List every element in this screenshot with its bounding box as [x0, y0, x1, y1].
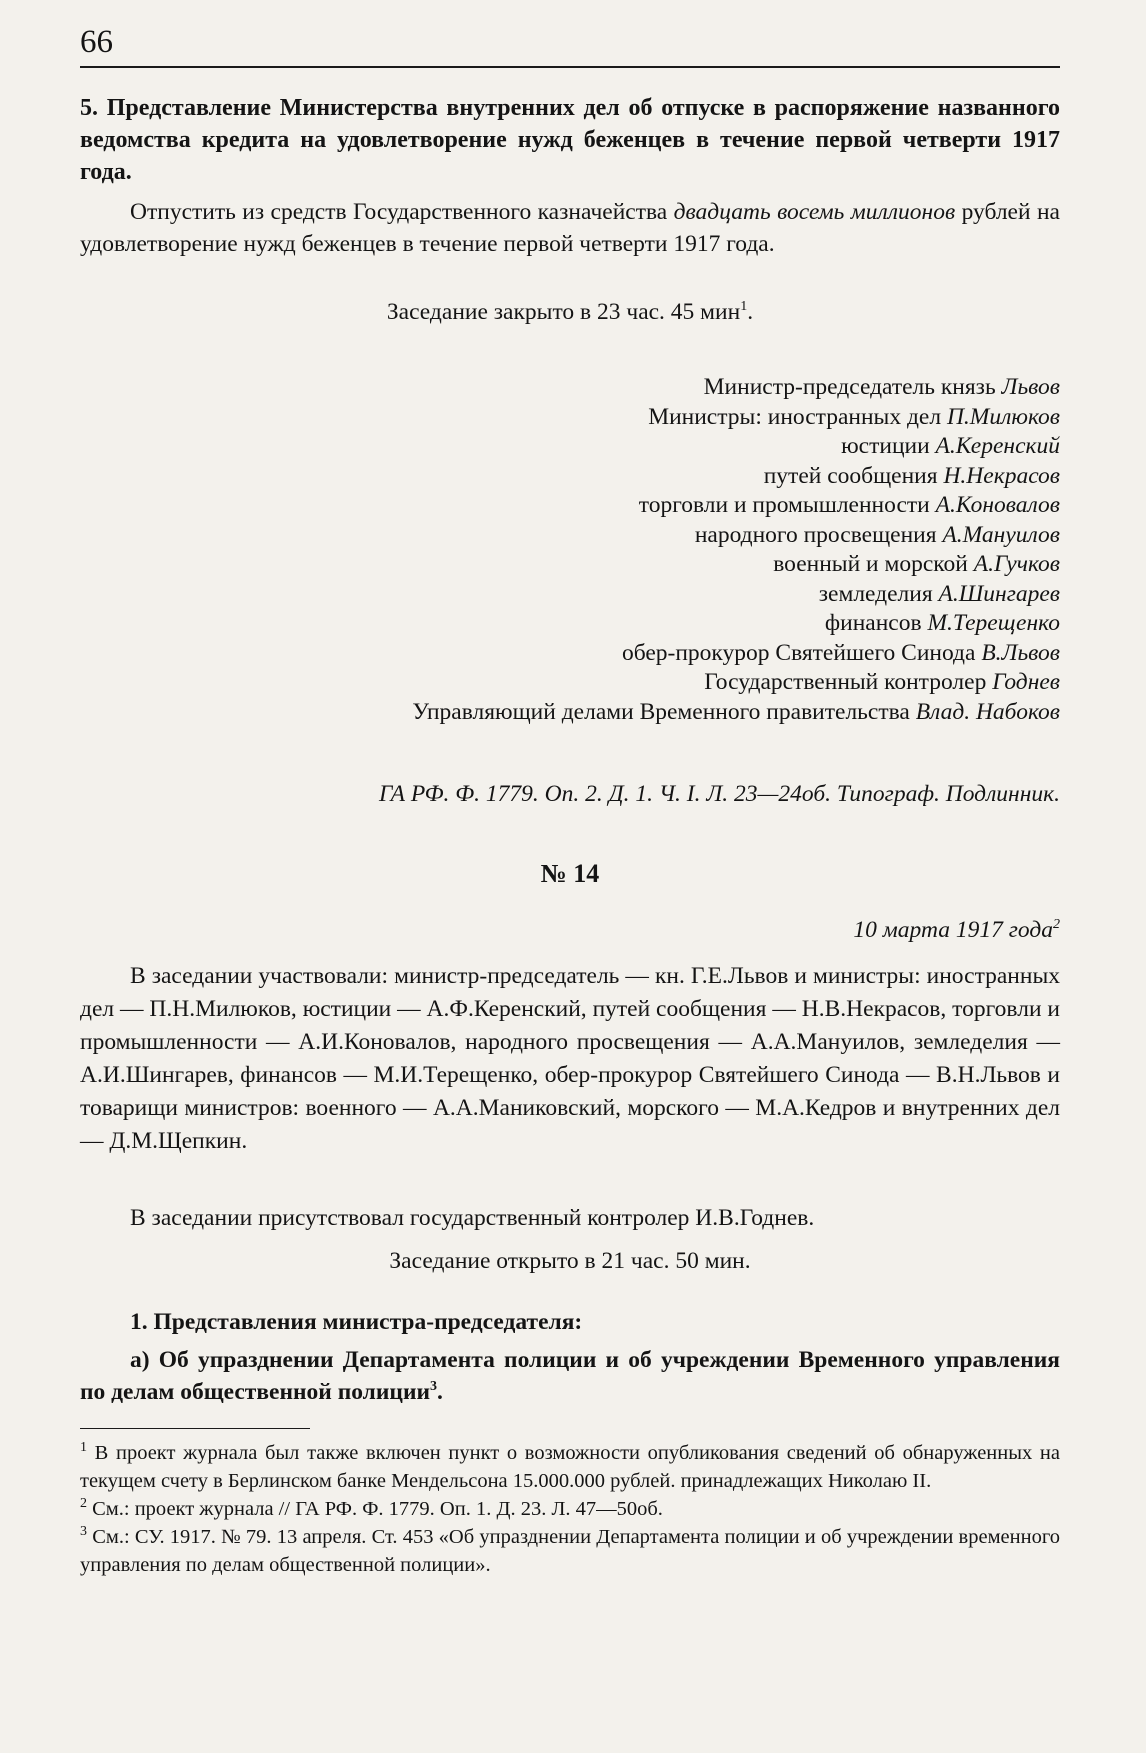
signature-name: А.Шингарев [938, 580, 1060, 607]
signature-line [80, 521, 1060, 551]
signature-role: Государственный контролер [704, 669, 993, 695]
footnote-text: См.: проект журнала // ГА РФ. Ф. 1779. Оп. 1. Д. 23. Л. 47—50об. [87, 1498, 663, 1520]
footnote-2 [80, 1495, 1060, 1523]
footnote-ref-2: 2 [1053, 917, 1060, 933]
page-number: 66 [80, 24, 113, 60]
signature-name: Н.Некрасов [943, 462, 1060, 489]
signature-line [80, 550, 1060, 580]
signature-role: юстиции [841, 433, 936, 459]
section5-body [80, 196, 1060, 260]
signature-role: Министр-председатель князь [703, 374, 1002, 400]
header-rule [80, 66, 1060, 68]
signature-name: А.Гучков [973, 551, 1060, 577]
document-date-text: 10 марта 1917 года [853, 917, 1053, 943]
footnote-text: В проект журнала был также включен пункт о возможности опубликования сведений об обнаруженных на текущем счету в Берлинском банке Мендельсона 15.000.000 рублей. принадлежащих Николаю II. [80, 1442, 1060, 1492]
signature-line [80, 698, 1060, 728]
signature-name: Влад. Набоков [915, 698, 1060, 725]
signature-line [80, 580, 1060, 610]
footnote-mark: 2 [80, 1496, 87, 1512]
footnote-text: См.: СУ. 1917. № 79. 13 апреля. Ст. 453 «Об упразднении Департамента полиции и об учреждении временного управления по делам общественной полиции». [80, 1526, 1060, 1576]
signature-line [80, 609, 1060, 639]
signature-name: Львов [1001, 374, 1060, 400]
signature-line [80, 373, 1060, 403]
section5-heading: 5. Представление Министерства внутренних дел об отпуске в распоряжение названного ведомства кредита на удовлетворение нужд беженцев в течение первой четверти 1917 года. [80, 95, 1060, 185]
signature-line [80, 639, 1060, 669]
session-closed-end: . [747, 299, 754, 325]
signature-role: путей сообщения [763, 462, 944, 489]
signature-role: народного просвещения [694, 521, 943, 548]
signature-role: земледелия [818, 580, 939, 607]
archive-reference: ГА РФ. Ф. 1779. Оп. 2. Д. 1. Ч. I. Л. 23—24об. Типограф. Подлинник. [379, 781, 1060, 807]
document-date [80, 914, 1060, 946]
session-closed-text: Заседание закрыто в 23 час. 45 мин [386, 299, 741, 325]
item1a-end: . [437, 1379, 443, 1405]
footnote-rule [80, 1428, 310, 1429]
signature-role: Управляющий делами Временного правительства [412, 698, 916, 725]
signature-line [80, 491, 1060, 521]
footnotes-block [80, 1428, 1060, 1579]
participants-paragraph: В заседании участвовали: министр-председатель — кн. Г.Е.Львов и министры: иностранных дел — П.Н.Милюков, юстиции — А.Ф.Керенский, путей сообщения — Н.В.Некрасов, торговли и промышленности — А.И.Коновалов, народного просвещения — А.А.Мануилов, земледелия — А.И.Шингарев, финансов — М.И.Терещенко, обер-прокурор Святейшего Синода — В.Н.Львов и товарищи министров: военного — А.А.Маниковский, морского — М.А.Кедров и внутренних дел — Д.М.Щепкин. [80, 963, 1060, 1154]
signature-name: П.Милюков [946, 403, 1060, 430]
signature-name: М.Терещенко [927, 610, 1060, 636]
signature-line [80, 432, 1060, 462]
signature-line [80, 668, 1060, 698]
signature-line [80, 403, 1060, 433]
footnote-ref-3: 3 [430, 1379, 438, 1395]
signature-name: А.Керенский [935, 433, 1060, 459]
present-paragraph: В заседании присутствовал государственный контролер И.В.Годнев. [130, 1205, 815, 1231]
signature-name: В.Львов [981, 639, 1060, 666]
item1a-heading [80, 1344, 1060, 1408]
section5-body-amount: двадцать восемь миллионов [673, 199, 956, 225]
session-opened: Заседание открыто в 21 час. 50 мин. [389, 1248, 751, 1274]
section5-body-post: рублей на удовлетворение нужд беженцев в течение первой четверти 1917 года. [80, 199, 1060, 257]
signature-name: А.Коновалов [935, 492, 1060, 518]
signatures-block [80, 373, 1060, 727]
signature-role: обер-прокурор Святейшего Синода [621, 639, 982, 666]
item1a-text: а) Об упразднении Департамента полиции и об учреждении Временного управления по делам общественной полиции [80, 1347, 1060, 1405]
signature-role: военный и морской [773, 551, 974, 577]
signature-role: торговли и промышленности [638, 492, 936, 518]
footnote-ref-1: 1 [740, 299, 748, 315]
signature-role: финансов [824, 610, 928, 636]
signature-role: Министры: иностранных дел [648, 403, 947, 430]
document-number: № 14 [540, 859, 600, 888]
section5-body-pre: Отпустить из средств Государственного казначейства [130, 199, 674, 225]
footnote-mark: 3 [80, 1524, 87, 1540]
signature-line [80, 462, 1060, 492]
footnote-3 [80, 1523, 1060, 1579]
session-closed [80, 296, 1060, 328]
footnote-1 [80, 1439, 1060, 1495]
footnote-mark: 1 [80, 1440, 87, 1456]
signature-name: А.Мануилов [942, 521, 1060, 548]
signature-name: Годнев [992, 669, 1060, 695]
item1-heading: 1. Представления министра-председателя: [130, 1309, 583, 1335]
